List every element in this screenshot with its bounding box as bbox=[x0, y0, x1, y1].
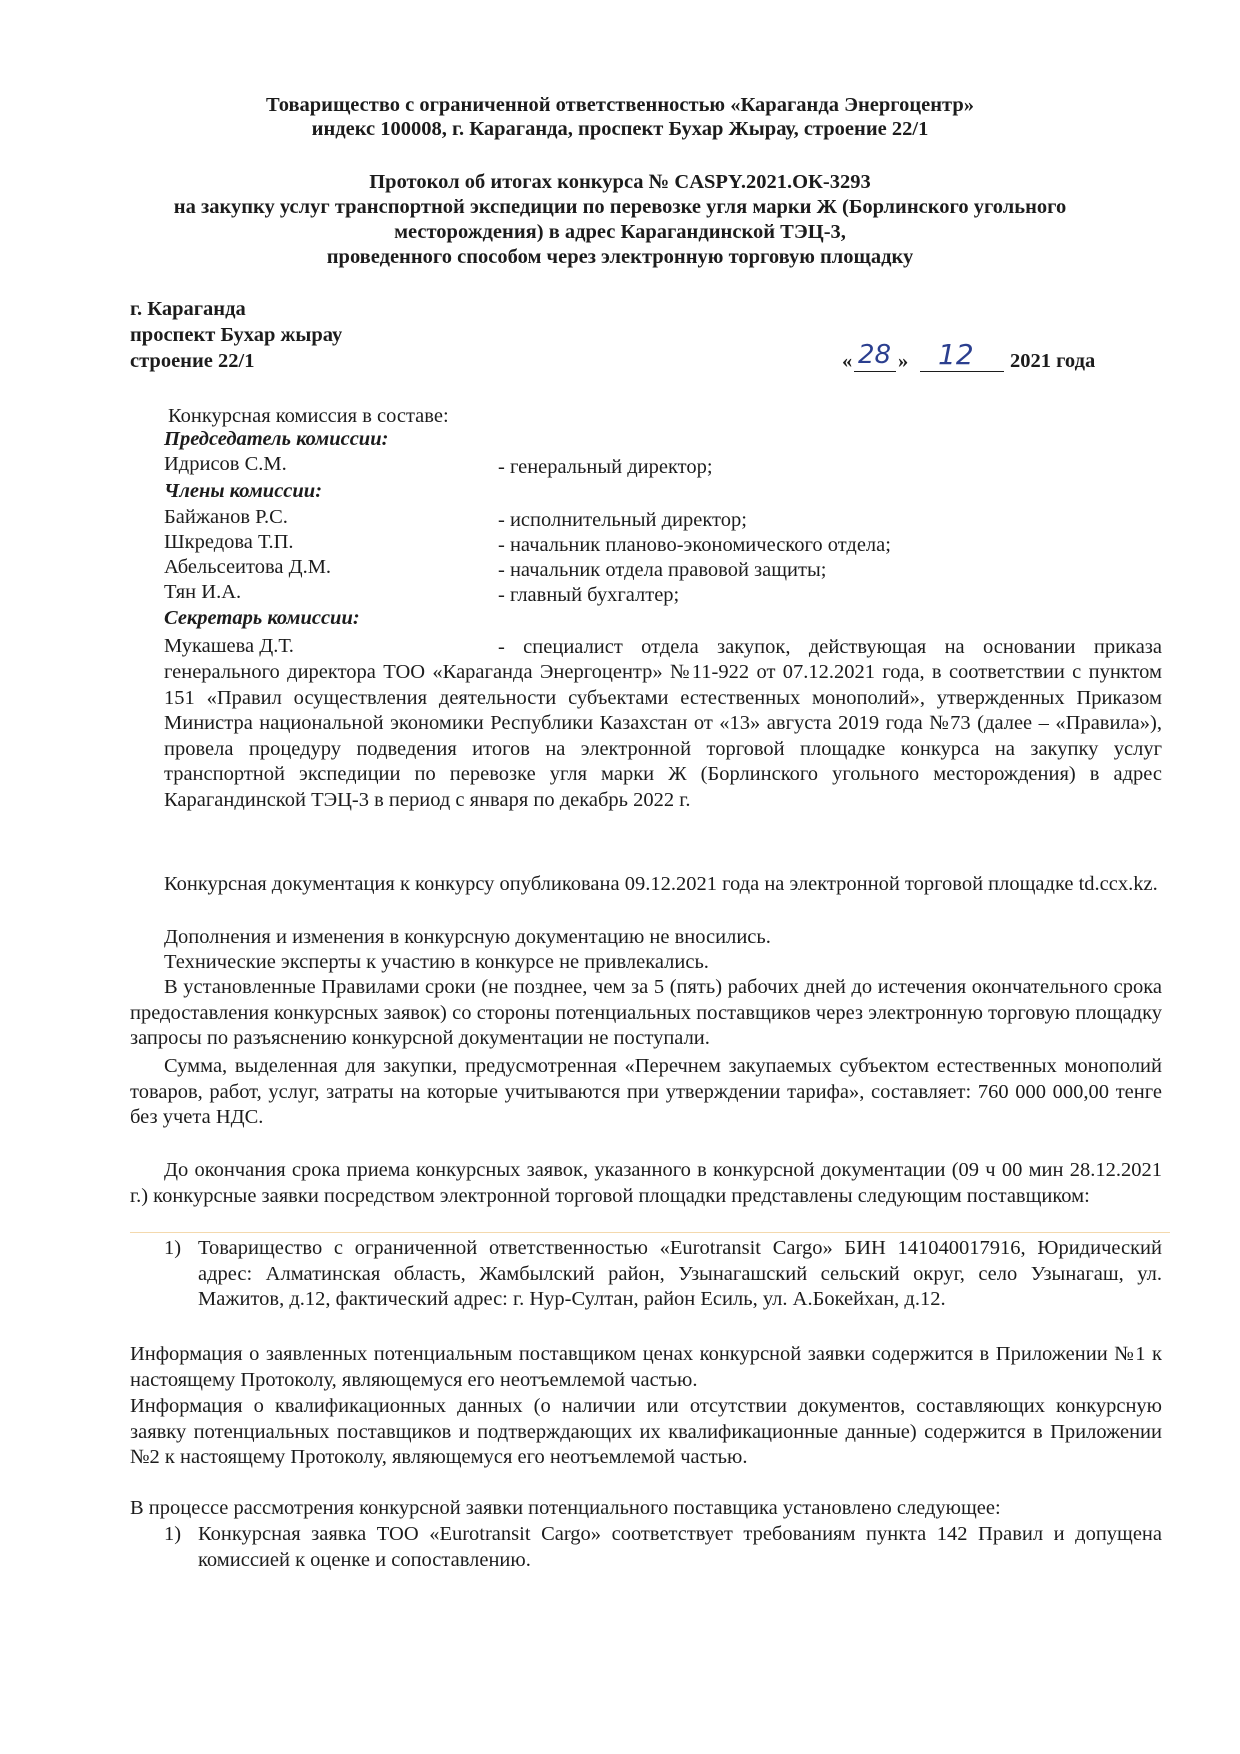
date-month-underline bbox=[920, 371, 1004, 372]
date-close-quote: » bbox=[898, 350, 909, 372]
protocol-date bbox=[842, 338, 1112, 376]
supplier-list-item: Товарищество с ограниченной ответственностью «Eurotransit Cargo» БИН 141040017916, Юридический адрес: Алматинская область, Жамбылский район, Узынагашский сельский округ, село Узынагаш, ул. Мажитов, д.12, фактический адрес: г. Нур-Султан, район Есиль, ул. А.Бокейхан, д.12. bbox=[198, 1237, 1162, 1310]
paragraph-applications: До окончания срока приема конкурсных заявок, указанного в конкурсной документации (09 ч 00 мин 28.12.2021 г.) конкурсные заявки посредством электронной торговой площадки представлены следующим поставщиком: bbox=[130, 1159, 1162, 1207]
paragraph-prices-info: Информация о заявленных потенциальным поставщиком ценах конкурсной заявки содержится в Приложении №1 к настоящему Протоколу, являющемуся его неотъемлемой частью. bbox=[130, 1343, 1162, 1391]
date-year: 2021 года bbox=[1010, 350, 1096, 372]
chair-heading: Председатель комиссии: bbox=[164, 428, 389, 450]
member-name: Абельсеитова Д.М. bbox=[164, 556, 332, 578]
protocol-subtitle-line2: месторождения) в адрес Карагандинской ТЭЦ-3, bbox=[394, 221, 846, 243]
member-name: Байжанов Р.С. bbox=[164, 506, 288, 528]
paragraph-amendments: Дополнения и изменения в конкурсную документацию не вносились. bbox=[164, 926, 771, 948]
location-building: строение 22/1 bbox=[130, 350, 255, 372]
secretary-heading: Секретарь комиссии: bbox=[164, 607, 360, 629]
location-street: проспект Бухар жырау bbox=[130, 324, 343, 346]
commission-intro: Конкурсная комиссия в составе: bbox=[168, 405, 449, 427]
date-month-handwritten: 12 bbox=[938, 338, 974, 371]
member-role: - начальник планово-экономического отдела; bbox=[498, 534, 891, 556]
protocol-subtitle-line3: проведенного способом через электронную торговую площадку bbox=[326, 246, 914, 268]
member-role: - главный бухгалтер; bbox=[498, 584, 680, 606]
member-name: Шкредова Т.П. bbox=[164, 531, 294, 553]
member-role: - начальник отдела правовой защиты; bbox=[498, 559, 827, 581]
protocol-title: Протокол об итогах конкурса № CASPY.2021.ОК-3293 bbox=[369, 171, 871, 193]
members-heading: Члены комиссии: bbox=[164, 480, 323, 502]
paragraph-review: В процессе рассмотрения конкурсной заявки потенциального поставщика установлено следующее: bbox=[130, 1497, 1001, 1519]
paragraph-experts: Технические эксперты к участию в конкурсе не привлекались. bbox=[164, 951, 709, 973]
secretary-role: - специалист отдела закупок, действующая на основании приказа bbox=[498, 636, 1162, 658]
review-result-item: Конкурсная заявка ТОО «Eurotransit Cargo» соответствует требованиям пункта 142 Правил и допущена комиссией к оценке и сопоставлению. bbox=[198, 1523, 1162, 1571]
list1-number: 1) bbox=[164, 1237, 182, 1259]
paragraph-budget: Сумма, выделенная для закупки, предусмотренная «Перечнем закупаемых субъектом естественных монополий товаров, работ, услуг, затраты на которые учитываются при утверждении тарифа», составляет: 760 000 000,00 тенге без учета НДС. bbox=[130, 1055, 1162, 1128]
scan-artifact-line bbox=[130, 1232, 1170, 1233]
date-day-underline bbox=[854, 371, 896, 372]
date-open-quote: « bbox=[842, 350, 853, 372]
chair-role: - генеральный директор; bbox=[498, 456, 713, 478]
organization-name: Товарищество с ограниченной ответственностью «Караганда Энергоцентр» bbox=[265, 94, 975, 116]
secretary-name: Мукашева Д.Т. bbox=[164, 635, 294, 657]
list2-number: 1) bbox=[164, 1523, 182, 1545]
member-name: Тян И.А. bbox=[164, 581, 242, 603]
secretary-paragraph: генерального директора ТОО «Караганда Энергоцентр» №11-922 от 07.12.2021 года, в соответствии с пунктом 151 «Правил осуществления деятельности субъектами естественных монополий», утвержденных Приказом Министра национальной экономики Республики Казахстан от «13» августа 2019 года №73 (далее – «Правила»), провела процедуру подведения итогов на электронной торговой площадке конкурса на закупку услуг транспортной экспедиции по перевозке угля марки Ж (Борлинского угольного месторождения) в адрес Карагандинской ТЭЦ-3 в период с января по декабрь 2022 г. bbox=[164, 661, 1162, 811]
paragraph-clarifications: В установленные Правилами сроки (не позднее, чем за 5 (пять) рабочих дней до истечения окончательного срока предоставления конкурсных заявок) со стороны потенциальных поставщиков через электронную торговую площадку запросы по разъяснению конкурсной документации не поступали. bbox=[130, 976, 1162, 1049]
location-city: г. Караганда bbox=[130, 298, 246, 320]
paragraph-publication: Конкурсная документация к конкурсу опубликована 09.12.2021 года на электронной торговой площадке td.ccx.kz. bbox=[164, 873, 1158, 895]
paragraph-qualification-info: Информация о квалификационных данных (о наличии или отсутствии документов, составляющих конкурсную заявку потенциальных поставщиков и подтверждающих их квалификационные данные) содержится в Приложении №2 к настоящему Протоколу, являющемуся его неотъемлемой частью. bbox=[130, 1395, 1162, 1468]
chair-name: Идрисов С.М. bbox=[164, 453, 287, 475]
protocol-subtitle-line1: на закупку услуг транспортной экспедиции по перевозке угля марки Ж (Борлинского угольного bbox=[173, 196, 1067, 218]
member-role: - исполнительный директор; bbox=[498, 509, 747, 531]
date-day-handwritten: 28 bbox=[858, 340, 892, 370]
organization-address: индекс 100008, г. Караганда, проспект Бухар Жырау, строение 22/1 bbox=[311, 118, 929, 140]
